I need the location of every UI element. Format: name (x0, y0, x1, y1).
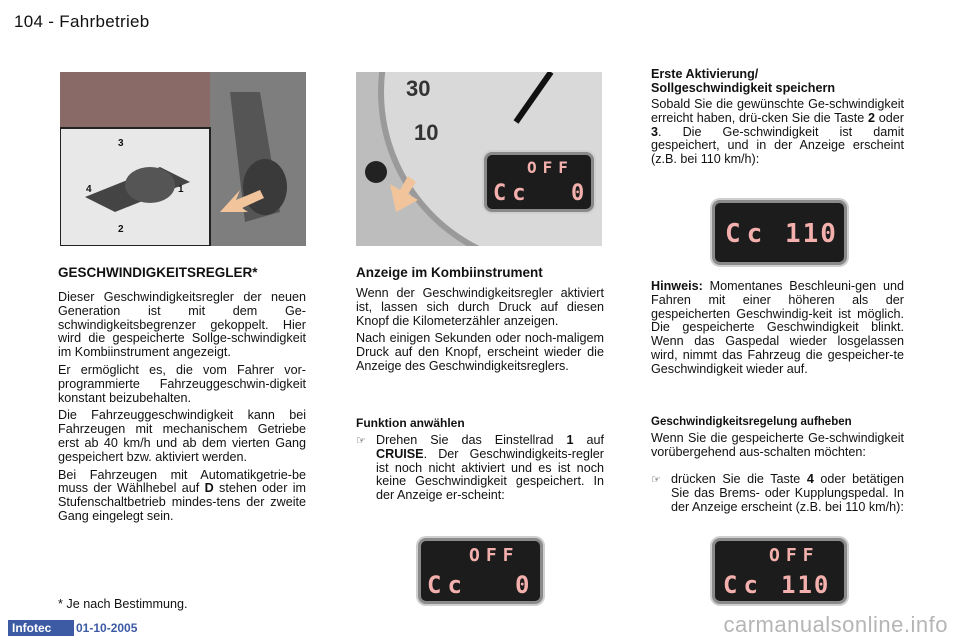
chapter-title: Fahrbetrieb (59, 12, 150, 31)
callout-2: 2 (118, 224, 124, 235)
callout-1: 1 (178, 184, 184, 195)
middle-paragraph: Nach einigen Sekunden oder noch-maligem Druck auf den Knopf, erscheint wieder die Anzeige des Geschwindigkeitsreglers. (356, 331, 604, 373)
page-header (14, 12, 150, 32)
lcd-off-zero-line1: OFF (469, 545, 520, 566)
pointing-hand-icon: ☞ (651, 473, 661, 486)
cruise-control-title: GESCHWINDIGKEITSREGLER* (58, 265, 258, 280)
gauge-label-10: 10 (414, 120, 439, 145)
cluster-lcd (484, 152, 594, 212)
cluster-lcd-value: 0 (571, 181, 591, 206)
cancel-text: Wenn Sie die gespeicherte Ge-schwindigkeit vorübergehend aus-schalten möchten: (651, 431, 904, 459)
lcd-off-110-line1: OFF (769, 545, 820, 566)
pointing-hand-icon: ☞ (356, 434, 366, 447)
cancel-subtitle: Geschwindigkeitsregelung aufheben (651, 416, 852, 428)
select-function-bullet (356, 434, 604, 503)
gauge-label-30: 30 (406, 76, 431, 101)
first-activation-title: Erste Aktivierung/ Sollgeschwindigkeit speichern (651, 67, 836, 95)
select-function-subtitle: Funktion anwählen (356, 416, 465, 430)
watermark: carmanualsonline.info (723, 612, 948, 637)
left-paragraph: Er ermöglicht es, die vom Fahrer vor-programmierte Fahrzeuggeschwin-digkeit konstant beizubehalten. (58, 362, 306, 405)
lcd-cc-110-value: 110 (785, 219, 838, 249)
callout-3: 3 (118, 138, 124, 149)
lcd-off-zero (418, 538, 543, 604)
cluster-lcd-cc: Cc (493, 181, 532, 206)
infotec-logo: Infotec (8, 620, 74, 636)
lcd-off-110-cc: Cc (723, 571, 764, 599)
first-activation-text: Sobald Sie die gewünschte Ge-schwindigkeit erreicht haben, drü-cken Sie die Taste 2 oder 3. Die Ge-schwindigkeit ist damit gespeichert, und in der Anzeige erscheint (z.B. bei 110 km/h): (651, 97, 904, 167)
lcd-cc-110-cc: Cc (725, 219, 769, 249)
middle-paragraph: Wenn der Geschwindigkeitsregler aktiviert ist, lassen sich durch Druck auf diesen Knopf die Kilometerzähler anzeigen. (356, 286, 604, 328)
stalk-illustration (60, 72, 306, 246)
left-column-text (58, 291, 306, 528)
select-function-text: Drehen Sie das Einstellrad 1 auf CRUISE. Der Geschwindigkeits-regler ist noch nicht aktiviert und es ist noch keine Geschwindigkeit gespeichert. In der Anzeige er-scheint: (376, 433, 604, 503)
middle-column-text (356, 287, 604, 378)
note-text: Hinweis: Momentanes Beschleuni-gen und Fahren mit einer höheren als der gespeicherten Geschwindig-keit ist möglich. Die gespeicherte Geschwindigkeit blinkt. Wenn das Gaspedal wieder losgelassen wird, nimmt das Fahrzeug die gespeicher-te Geschwindigkeit wieder auf. (651, 279, 904, 376)
display-section-title: Anzeige im Kombiinstrument (356, 265, 543, 280)
left-paragraph: Dieser Geschwindigkeitsregler der neuen Generation ist mit dem Ge-schwindigkeitsbegrenzer gekoppelt. Hier wird die gespeicherte Sollge-schwindigkeit im Kombiinstrument angezeigt. (58, 290, 306, 360)
left-paragraph-automatic: Bei Fahrzeugen mit Automatikgetrie-be muss der Wählhebel auf D stehen oder im Stufenschaltbetrieb mindes-tens der zweite Gang eingelegt sein. (58, 467, 306, 523)
stalk-photo (60, 72, 306, 246)
lcd-off-zero-value: 0 (515, 571, 536, 599)
left-paragraph: Die Fahrzeuggeschwindigkeit kann bei Fahrzeugen mit mechanischem Getriebe erst ab 40 km/h und ab dem vierten Gang gespeichert bzw. aktiviert werden. (58, 408, 306, 464)
cancel-bullet-text: drücken Sie die Taste 4 oder betätigen Sie das Brems- oder Kupplungspedal. In der Anzeige erscheint (z.B. bei 110 km/h): (671, 472, 904, 514)
footer-date: 01-10-2005 (76, 621, 138, 635)
cluster-lcd-line1: OFF (527, 158, 574, 177)
page-number: 104 (14, 12, 44, 31)
header-separator: - (48, 12, 55, 31)
footnote: * Je nach Bestimmung. (58, 597, 188, 611)
callout-4: 4 (86, 184, 92, 195)
cancel-bullet (651, 473, 904, 514)
lcd-off-zero-cc: Cc (427, 571, 468, 599)
lcd-cc-110 (712, 200, 847, 265)
lcd-off-110 (712, 538, 847, 604)
cluster-photo (356, 72, 602, 246)
lcd-off-110-value: 110 (781, 571, 831, 599)
